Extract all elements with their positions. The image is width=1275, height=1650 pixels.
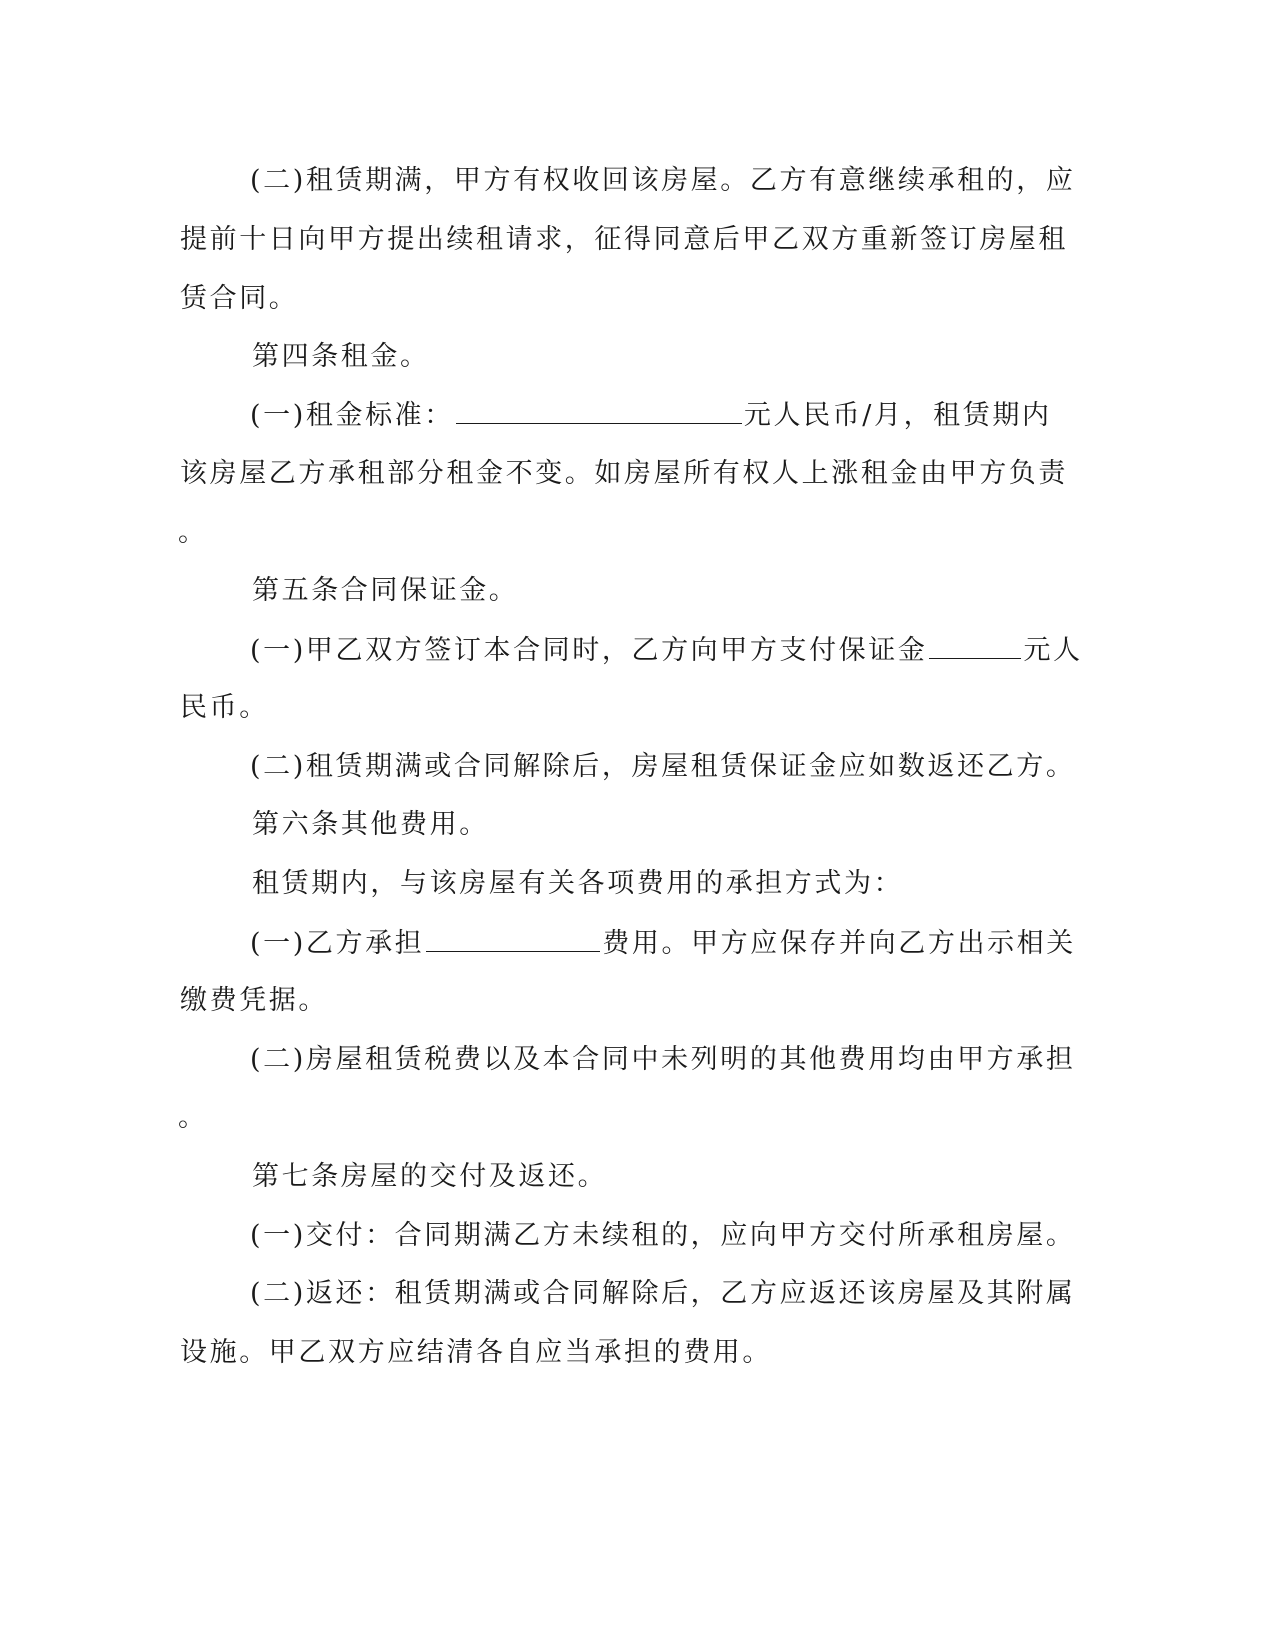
article-heading: 第六条其他费用。 [252,809,489,840]
deposit-amount-blank [929,632,1021,659]
article-heading: 第四条租金。 [252,341,430,372]
text-line: 赁合同。 [180,283,299,314]
text-line: (一)甲乙双方签订本合同时，乙方向甲方支付保证金 元人 [250,632,1083,669]
text-line: 。 [178,517,208,548]
text-line: (一)乙方承担 费用。甲方应保存并向乙方出示相关 [250,925,1076,962]
text-line: 提前十日向甲方提出续租请求，征得同意后甲乙双方重新签订房屋租 [180,224,1068,255]
text-line: (二)租赁期满，甲方有权收回该房屋。乙方有意继续承租的，应 [250,165,1076,196]
text-line: (一)交付：合同期满乙方未续租的，应向甲方交付所承租房屋。 [250,1220,1076,1251]
article-heading: 第七条房屋的交付及返还。 [252,1161,608,1192]
expense-items-blank [426,925,600,952]
text-line: (二)租赁期满或合同解除后，房屋租赁保证金应如数返还乙方。 [250,751,1076,782]
text-line: 租赁期内，与该房屋有关各项费用的承担方式为： [252,868,904,899]
text-line: 。 [178,1102,208,1133]
text-line: 民币。 [180,692,269,723]
text-line: (一)租金标准： 元人民币/月，租赁期内 [250,397,1052,434]
rent-amount-blank [456,397,742,424]
text-line: 设施。甲乙双方应结清各自应当承担的费用。 [180,1337,772,1368]
article-heading: 第五条合同保证金。 [252,575,519,606]
text-line: (二)返还：租赁期满或合同解除后，乙方应返还该房屋及其附属 [250,1278,1076,1309]
text-line: (二)房屋租赁税费以及本合同中未列明的其他费用均由甲方承担 [250,1044,1076,1075]
text-line: 该房屋乙方承租部分租金不变。如房屋所有权人上涨租金由甲方负责 [180,458,1068,489]
text-line: 缴费凭据。 [180,985,328,1016]
